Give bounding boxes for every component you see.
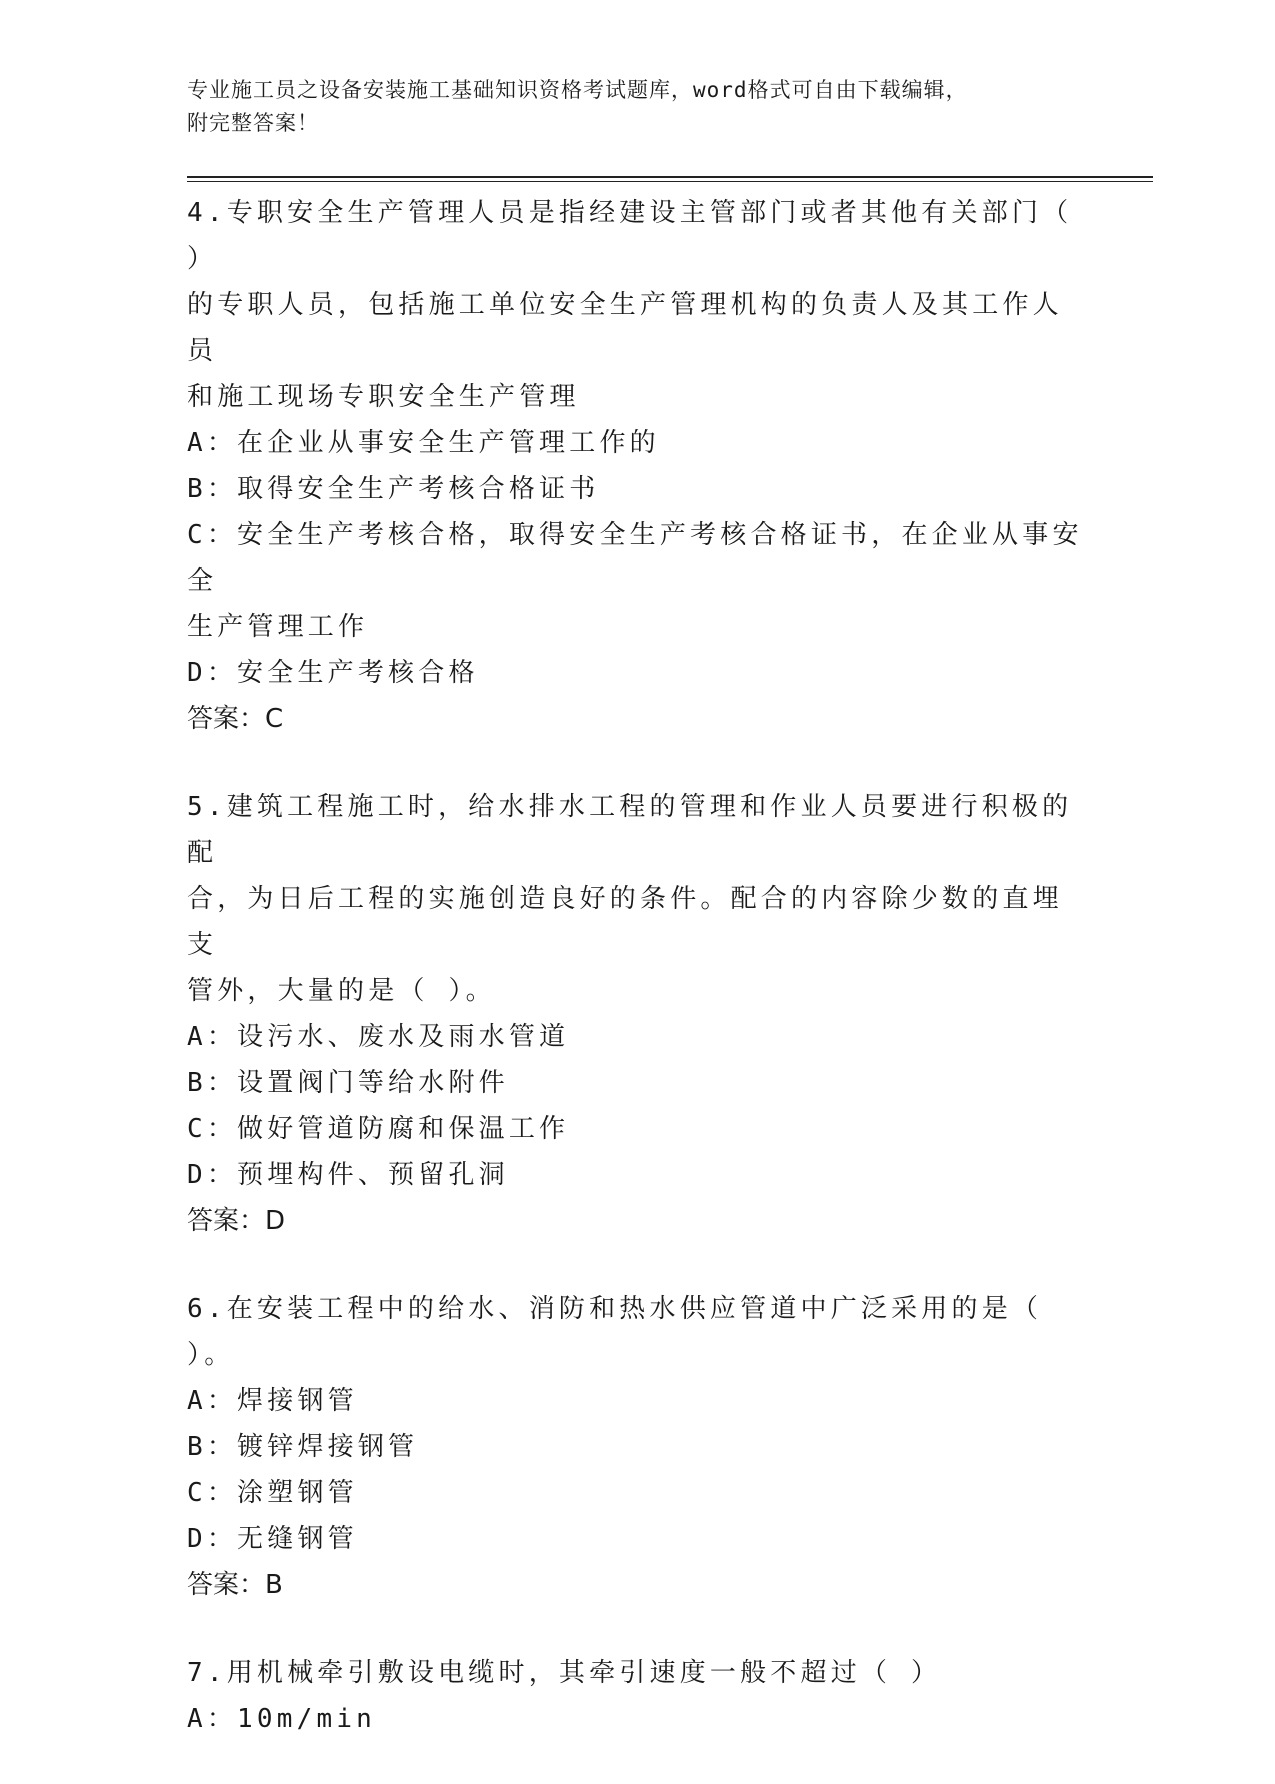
- answer: 答案：C: [187, 704, 284, 734]
- question-4: [187, 190, 1087, 742]
- option-d: D：安全生产考核合格: [187, 658, 479, 688]
- header-divider-thick: [187, 176, 1153, 178]
- option-a: A：在企业从事安全生产管理工作的: [187, 428, 660, 458]
- option-d: D：预埋构件、预留孔洞: [187, 1160, 509, 1190]
- question-7: [187, 1650, 1087, 1742]
- question-stem-line: 7.用机械牵引敷设电缆时，其牵引速度一般不超过（ ）: [187, 1658, 942, 1688]
- question-stem-line: 的专职人员，包括施工单位安全生产管理机构的负责人及其工作人员: [187, 290, 1063, 366]
- question-stem-line: 6.在安装工程中的给水、消防和热水供应管道中广泛采用的是（ ）。: [187, 1294, 1043, 1370]
- answer: 答案：B: [187, 1570, 283, 1600]
- option-a: A：设污水、废水及雨水管道: [187, 1022, 570, 1052]
- option-c: C：安全生产考核合格，取得安全生产考核合格证书，在企业从事安全: [187, 520, 1083, 596]
- question-stem-line: 5.建筑工程施工时，给水排水工程的管理和作业人员要进行积极的配: [187, 792, 1073, 868]
- document-header: [187, 74, 1087, 140]
- intro-line-2: 附完整答案！: [187, 111, 319, 135]
- option-c-continued: 生产管理工作: [187, 612, 369, 642]
- header-divider-thin: [187, 181, 1153, 182]
- option-b: B：设置阀门等给水附件: [187, 1068, 509, 1098]
- option-c: C：做好管道防腐和保温工作: [187, 1114, 570, 1144]
- answer: 答案：D: [187, 1206, 286, 1236]
- option-c: C：涂塑钢管: [187, 1478, 358, 1508]
- question-stem-line: 4.专职安全生产管理人员是指经建设主管部门或者其他有关部门（ ）: [187, 198, 1073, 274]
- option-b: B：镀锌焊接钢管: [187, 1432, 419, 1462]
- option-a: A：焊接钢管: [187, 1386, 358, 1416]
- question-stem-line: 管外，大量的是（ ）。: [187, 976, 496, 1006]
- option-b: B：取得安全生产考核合格证书: [187, 474, 600, 504]
- option-d: D：无缝钢管: [187, 1524, 358, 1554]
- question-6: [187, 1286, 1087, 1608]
- question-5: [187, 784, 1087, 1244]
- question-stem-line: 和施工现场专职安全生产管理: [187, 382, 580, 412]
- intro-line-1: 专业施工员之设备安装施工基础知识资格考试题库，word格式可自由下载编辑，: [187, 78, 968, 102]
- question-list: [187, 190, 1087, 1784]
- question-stem-line: 合，为日后工程的实施创造良好的条件。配合的内容除少数的直埋支: [187, 884, 1063, 960]
- option-a: A：10m/min: [187, 1704, 377, 1734]
